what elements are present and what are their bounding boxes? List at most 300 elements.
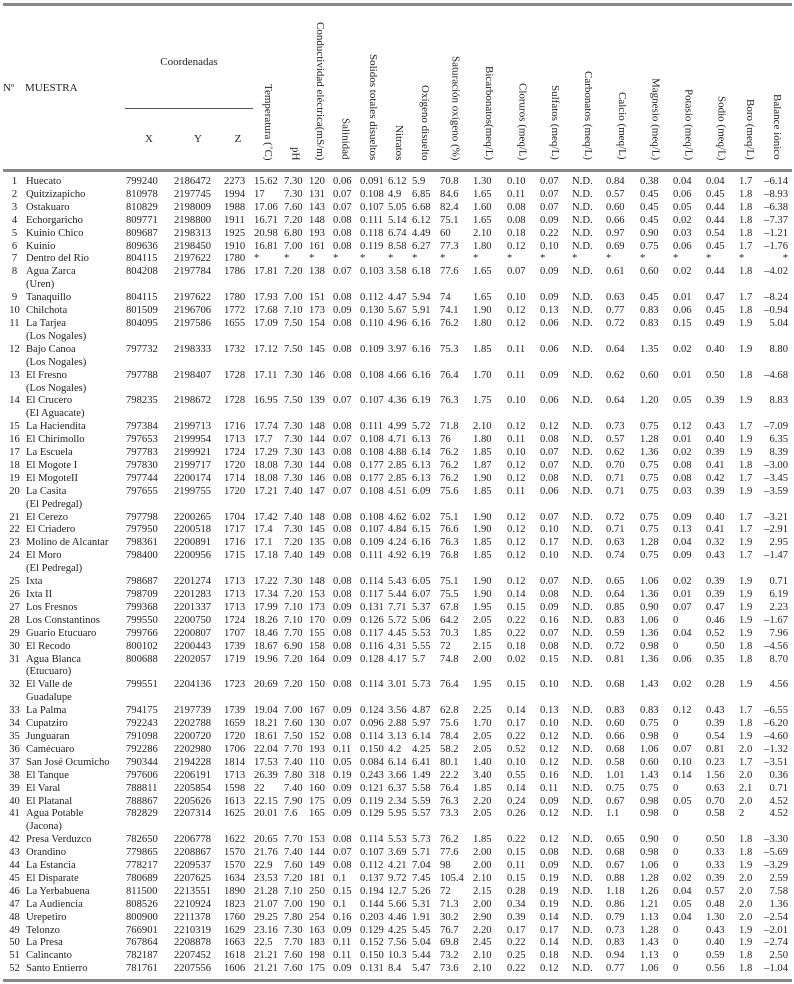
table-cell: 72: [440, 885, 451, 897]
table-cell: 4.24: [388, 537, 407, 549]
row-number: 38: [9, 769, 20, 781]
table-cell: 1724: [224, 614, 246, 626]
table-cell: 0: [673, 834, 679, 846]
table-cell: 1655: [224, 317, 246, 329]
table-cell: 7.00: [284, 240, 303, 252]
table-cell: 0.07: [333, 266, 352, 278]
table-cell: 77.3: [440, 240, 459, 252]
row-number: 40: [9, 795, 20, 807]
table-cell: 1.06: [639, 963, 672, 980]
table-cell: 792286: [126, 743, 158, 755]
table-cell: 0.19: [540, 872, 559, 884]
table-cell: 82.4: [440, 201, 459, 213]
table-cell: 1772: [224, 305, 246, 317]
table-cell: 0.58: [706, 808, 725, 820]
table-cell: 0.117: [360, 627, 384, 639]
table-cell: 145: [309, 343, 325, 355]
table-cell: *: [507, 253, 513, 265]
table-cell: 318: [309, 769, 325, 781]
table-row: [3, 370, 792, 396]
table-cell: 798235: [126, 395, 158, 407]
row-number: 41: [9, 808, 20, 820]
table-cell: 0.12: [507, 524, 526, 536]
table-cell: 0.28: [507, 885, 526, 897]
table-cell: 149: [309, 550, 325, 562]
table-cell: 17.21: [254, 485, 278, 497]
table-cell: 0.75: [640, 459, 659, 471]
table-cell: 5.05: [388, 201, 407, 213]
table-cell: 6.09: [412, 485, 431, 497]
table-cell: 1.43: [640, 679, 659, 691]
table-cell: 8.83: [769, 395, 789, 407]
table-cell: –2.01: [764, 924, 789, 936]
table-cell: 0.44: [706, 201, 725, 213]
row-number: 6: [11, 240, 18, 252]
table-cell: 149: [309, 860, 325, 872]
table-cell: 0.12: [540, 756, 559, 768]
table-cell: 76.3: [440, 537, 459, 549]
table-cell: 0.45: [640, 214, 659, 226]
table-row: [3, 860, 792, 873]
table-cell: 148: [309, 214, 325, 226]
table-cell: –4.02: [764, 266, 789, 278]
table-cell: 7.50: [284, 730, 303, 742]
table-row: [3, 873, 792, 886]
table-cell: 7.20: [284, 679, 303, 691]
table-cell: 22.15: [254, 795, 278, 807]
table-cell: 158: [309, 640, 325, 652]
table-cell: 1716: [224, 537, 246, 549]
sample-name: Quitzizapicho: [26, 188, 86, 200]
table-cell: 1.95: [473, 679, 492, 691]
table-cell: 1994: [224, 188, 246, 200]
table-cell: N.D.: [572, 614, 593, 626]
table-cell: 804115: [126, 253, 158, 265]
table-cell: 18.08: [254, 459, 278, 471]
table-cell: 0.19: [333, 769, 352, 781]
table-cell: 0.12: [507, 550, 526, 562]
table-cell: 2186472: [174, 176, 212, 187]
table-cell: 0.09: [540, 369, 559, 381]
table-cell: 798400: [126, 550, 158, 562]
table-cell: 143: [309, 201, 325, 213]
table-cell: 181: [309, 872, 325, 884]
table-cell: 0.10: [507, 176, 526, 187]
table-cell: 4.31: [388, 640, 407, 652]
table-cell: N.D.: [572, 369, 593, 381]
table-cell: 7.58: [769, 885, 789, 897]
table-cell: 800900: [126, 911, 158, 923]
sample-name: Ixta: [26, 576, 43, 588]
table-cell: 144: [309, 847, 325, 859]
table-cell: 1.7: [739, 511, 753, 523]
table-cell: 2.05: [473, 614, 492, 626]
table-cell: 0.06: [673, 653, 692, 665]
table-cell: 76.4: [440, 679, 459, 691]
table-cell: 0.150: [360, 743, 384, 755]
table-cell: 2194228: [174, 756, 212, 768]
table-cell: 5.58: [412, 782, 431, 794]
table-cell: 3.01: [388, 679, 407, 691]
table-cell: 0.39: [706, 872, 725, 884]
table-cell: 0.98: [640, 808, 659, 820]
table-cell: 791098: [126, 730, 158, 742]
table-cell: 250: [309, 885, 325, 897]
table-cell: 0.15: [507, 679, 526, 691]
table-cell: 0.12: [507, 511, 526, 523]
table-cell: 0.13: [540, 305, 559, 317]
table-cell: 0.08: [333, 730, 352, 742]
table-cell: 5.47: [411, 963, 439, 980]
table-cell: 6.27: [412, 240, 431, 252]
table-cell: 3.97: [388, 343, 407, 355]
table-cell: 0.116: [360, 640, 384, 652]
table-cell: 8.70: [769, 653, 789, 665]
table-cell: 0.64: [606, 395, 625, 407]
table-cell: 798361: [126, 537, 158, 549]
table-cell: 0.15: [507, 847, 526, 859]
table-cell: 0.10: [507, 447, 526, 459]
table-cell: 1.9: [739, 447, 753, 459]
table-cell: 0.108: [360, 485, 384, 497]
table-cell: 0.34: [507, 898, 526, 910]
table-cell: 165: [309, 808, 325, 820]
table-cell: 75.3: [440, 343, 459, 355]
table-cell: 0.03: [673, 227, 692, 239]
table-cell: –4.56: [764, 640, 789, 652]
table-cell: 0.128: [360, 653, 384, 665]
table-cell: –3.29: [764, 860, 789, 872]
table-cell: 0.67: [606, 860, 625, 872]
table-cell: *: [640, 253, 646, 265]
table-cell: –6.20: [764, 718, 789, 730]
table-cell: 800102: [126, 640, 158, 652]
table-cell: 7.70: [284, 937, 303, 949]
table-cell: 0.08: [333, 343, 352, 355]
table-cell: 1911: [224, 214, 245, 226]
table-cell: 7.50: [284, 343, 303, 355]
table-cell: 0.07: [540, 576, 559, 588]
table-cell: 0.22: [507, 937, 526, 949]
table-cell: 8.58: [388, 240, 407, 252]
table-cell: 76.2: [440, 834, 459, 846]
table-cell: 0.137: [360, 872, 384, 884]
table-cell: 0.71: [769, 576, 789, 588]
table-cell: 5.14: [388, 214, 407, 226]
table-cell: 146: [309, 369, 325, 381]
table-cell: 5.71: [412, 847, 431, 859]
table-cell: 0.11: [507, 485, 526, 497]
table-cell: 0.114: [360, 730, 384, 742]
table-cell: 0.07: [333, 718, 352, 730]
sample-name: Camécuaro: [26, 743, 75, 755]
table-cell: 0.39: [706, 485, 725, 497]
header-param: [359, 5, 387, 171]
table-cell: 0.98: [640, 847, 659, 859]
table-cell: 0.14: [540, 911, 559, 923]
table-row: [3, 912, 792, 925]
table-row: [3, 434, 792, 447]
table-row: [3, 486, 792, 512]
table-cell: –1.67: [764, 614, 789, 626]
table-cell: 4.45: [388, 627, 407, 639]
table-cell: 0.01: [673, 434, 692, 446]
table-cell: 2207625: [174, 872, 212, 884]
table-cell: 1.85: [473, 485, 492, 497]
table-cell: 20.69: [254, 679, 278, 691]
table-cell: 0.08: [333, 550, 352, 562]
header-param: [605, 5, 639, 171]
table-cell: 797950: [126, 524, 158, 536]
table-cell: N.D.: [572, 782, 593, 794]
table-cell: 5.57: [412, 808, 431, 820]
table-cell: 67.8: [440, 601, 459, 613]
sample-name: Ixta II: [26, 589, 53, 600]
table-cell: 0.12: [507, 537, 526, 549]
table-cell: 6.19: [412, 550, 431, 562]
table-cell: 0.88: [606, 872, 625, 884]
table-cell: 22.5: [254, 937, 273, 949]
table-cell: 0.08: [333, 524, 352, 536]
table-cell: 1723: [224, 679, 246, 691]
table-cell: 1.7: [739, 421, 753, 433]
table-cell: 71.8: [440, 421, 459, 433]
table-cell: 7.60: [284, 950, 303, 962]
table-cell: 138: [309, 266, 325, 278]
table-cell: 7.71: [388, 601, 407, 613]
table-cell: N.D.: [572, 808, 593, 820]
row-number: 36: [9, 743, 20, 755]
table-cell: 22.9: [254, 860, 273, 872]
table-cell: –3.45: [764, 472, 789, 484]
table-cell: 0.02: [673, 266, 692, 278]
table-cell: 0.08: [673, 459, 692, 471]
table-cell: 2.10: [472, 963, 506, 980]
table-cell: 2.00: [473, 860, 492, 872]
sample-name: El Tanque: [26, 769, 69, 781]
table-cell: 4.66: [388, 369, 407, 381]
row-number: 26: [9, 589, 20, 600]
table-cell: N.D.: [572, 627, 593, 639]
table-cell: 1.8: [738, 963, 762, 980]
table-cell: 0.08: [333, 214, 352, 226]
table-cell: 5.37: [412, 601, 431, 613]
table-cell: 1713: [224, 601, 246, 613]
table-cell: 17.7: [254, 434, 273, 446]
sample-name: Echorgaricho: [26, 214, 83, 226]
table-cell: 0.11: [507, 434, 526, 446]
row-number: 44: [9, 860, 20, 872]
table-cell: 1890: [224, 885, 246, 897]
table-cell: 0.04: [706, 176, 725, 187]
table-cell: 1823: [224, 898, 246, 910]
table-cell: 17.1: [254, 537, 273, 549]
header-param: [387, 5, 411, 171]
table-cell: 17.81: [254, 266, 278, 278]
table-cell: 12.7: [388, 885, 407, 897]
table-cell: 0.98: [640, 640, 659, 652]
table-cell: 2200956: [174, 550, 212, 562]
table-cell: 0.12: [507, 421, 526, 433]
table-cell: 0.07: [333, 434, 352, 446]
table-cell: 75.5: [440, 589, 459, 600]
sample-name: El Disparate: [26, 872, 79, 884]
table-cell: 0.71: [606, 472, 625, 484]
table-cell: 0.129: [360, 924, 384, 936]
table-cell: 0.39: [706, 589, 725, 600]
header-param: [439, 5, 472, 171]
table-cell: 5.9: [412, 176, 426, 187]
table-cell: 148: [309, 576, 325, 588]
table-cell: 2201337: [174, 601, 212, 613]
table-cell: 154: [309, 317, 325, 329]
table-cell: 0.15: [540, 653, 559, 665]
table-cell: 139: [309, 395, 325, 407]
row-number: 14: [9, 395, 20, 407]
table-cell: 175: [308, 963, 332, 980]
table-cell: N.D.: [572, 343, 593, 355]
table-cell: 794175: [126, 705, 158, 717]
table-cell: 0.09: [540, 266, 559, 278]
table-cell: 1.85: [473, 447, 492, 459]
table-cell: 7.6: [284, 808, 298, 820]
table-cell: 3.56: [388, 705, 407, 717]
table-cell: 70.8: [440, 176, 459, 187]
table-cell: 5.72: [412, 421, 431, 433]
table-row: [3, 796, 792, 809]
table-cell: 58.2: [440, 743, 459, 755]
table-cell: 0.108: [360, 369, 384, 381]
table-cell: 0.52: [706, 627, 725, 639]
table-cell: 0.09: [333, 808, 352, 820]
table-cell: N.D.: [572, 640, 593, 652]
water-quality-table: [3, 3, 792, 982]
row-number: 20: [9, 485, 20, 497]
table-cell: 0.05: [333, 756, 352, 768]
table-cell: 17: [254, 188, 265, 200]
table-cell: 5.45: [412, 924, 431, 936]
table-row: [3, 886, 792, 899]
table-cell: N.D.: [572, 769, 593, 781]
sample-name: El Criadero: [26, 524, 76, 536]
table-cell: 120: [309, 176, 325, 187]
table-cell: 0.43: [706, 924, 725, 936]
table-cell: N.D.: [572, 537, 593, 549]
row-number: 10: [9, 305, 20, 317]
sample-name: El Platanal: [26, 795, 73, 807]
table-cell: 2.50: [769, 950, 789, 962]
table-cell: 0.08: [333, 589, 352, 600]
table-cell: 2.05: [473, 808, 492, 820]
table-cell: –8.93: [764, 188, 789, 200]
table-cell: 0.118: [360, 227, 384, 239]
table-cell: 1713: [224, 434, 246, 446]
table-cell: 76.4: [440, 782, 459, 794]
table-cell: 0.107: [360, 201, 384, 213]
sample-name: Junguaran: [26, 730, 70, 742]
table-cell: 0.06: [673, 240, 692, 252]
table-cell: 0.07: [333, 847, 352, 859]
table-cell: 0.65: [606, 834, 625, 846]
table-cell: 2.88: [388, 718, 407, 730]
table-cell: 193: [309, 743, 325, 755]
table-cell: 5.94: [412, 292, 431, 304]
table-cell: 5.72: [388, 614, 407, 626]
table-cell: 0.57: [606, 434, 625, 446]
table-cell: 7.60: [283, 963, 308, 980]
table-row: [3, 770, 792, 783]
table-cell: 2: [739, 808, 745, 820]
table-cell: 164: [309, 653, 325, 665]
table-cell: *: [284, 253, 290, 265]
row-number: 49: [9, 924, 20, 936]
sample-name: Chilchota: [26, 305, 68, 317]
table-cell: 0.04: [673, 176, 692, 187]
table-cell: 1634: [224, 872, 246, 884]
table-cell: 1.90: [473, 472, 492, 484]
header-param: [506, 5, 539, 171]
table-cell: 7.60: [284, 201, 303, 213]
table-cell: 193: [309, 227, 325, 239]
table-cell: 0.16: [333, 911, 352, 923]
table-cell: 1570: [224, 847, 246, 859]
table-cell: N.D.: [572, 550, 593, 562]
table-cell: 2.59: [769, 872, 789, 884]
table-cell: N.D.: [572, 872, 593, 884]
table-cell: 0.04: [673, 537, 692, 549]
sample-name: Orandino: [26, 847, 67, 859]
table-cell: –4.68: [764, 369, 789, 381]
table-row: [3, 899, 792, 912]
table-cell: 6.16: [412, 369, 431, 381]
row-number: 19: [9, 472, 20, 484]
table-cell: 2.05: [473, 730, 492, 742]
table-cell: 2.85: [388, 472, 407, 484]
table-cell: 0.129: [360, 808, 384, 820]
table-cell: 0.04: [673, 627, 692, 639]
table-cell: 1.13: [640, 950, 659, 962]
table-cell: 0.11: [507, 188, 526, 200]
sample-name: El Cerezo: [26, 511, 69, 523]
sample-name: Santo Entierro: [25, 963, 125, 980]
table-cell: 20.98: [254, 227, 278, 239]
table-cell: 0.45: [640, 292, 659, 304]
table-row: [3, 202, 792, 215]
table-cell: 0.97: [606, 227, 625, 239]
table-cell: 2199717: [174, 459, 212, 471]
table-cell: 2.0: [739, 769, 753, 781]
table-cell: 0.08: [507, 201, 526, 213]
table-cell: 0.73: [606, 421, 625, 433]
table-cell: 7.10: [284, 614, 303, 626]
table-cell: 0.08: [540, 434, 559, 446]
table-cell: 6.14: [388, 756, 407, 768]
table-cell: 1988: [224, 201, 246, 213]
table-cell: 0.07: [540, 188, 559, 200]
table-row: [3, 834, 792, 847]
table-cell: 0.59: [706, 950, 725, 962]
table-cell: 6.16: [412, 317, 431, 329]
header-param-label: Sulfatos (meq/L): [549, 85, 562, 160]
table-cell: 0.64: [606, 589, 625, 600]
table-row: [3, 783, 792, 796]
table-cell: 2.20: [473, 924, 492, 936]
table-cell: 15.62: [254, 176, 278, 187]
row-number: 25: [9, 576, 20, 588]
table-cell: 7.10: [284, 305, 303, 317]
table-cell: N.D.: [572, 756, 593, 768]
table-cell: 1.9: [739, 395, 753, 407]
